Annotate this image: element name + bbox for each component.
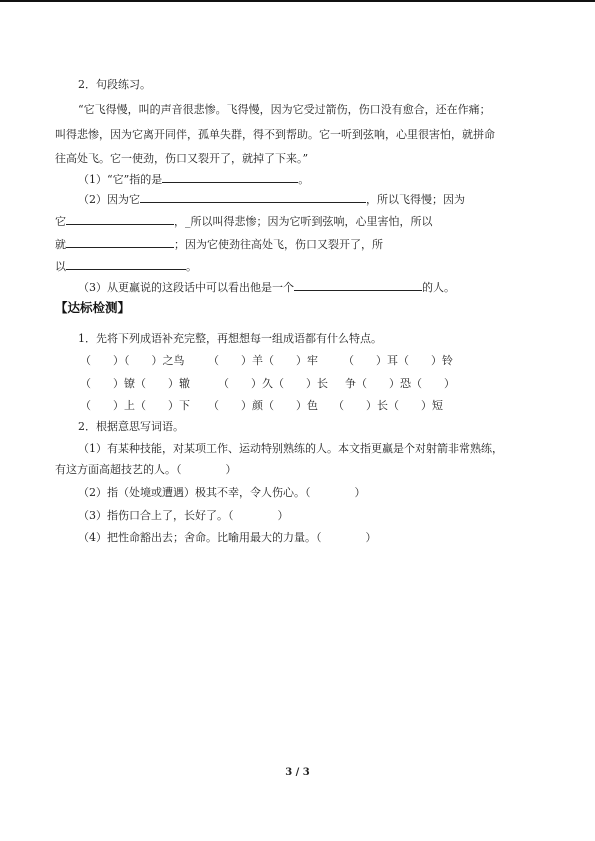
passage-line-2: 叫得悲惨，因为它离开同伴，孤单失群，得不到帮助。它一听到弦响，心里很害怕，就拼命 (55, 128, 495, 141)
passage-line-1: “它飞得慢，叫的声音很悲惨。飞得慢，因为它受过箭伤，伤口没有愈合，还在作痛； (78, 103, 491, 116)
answer-blank[interactable] (294, 280, 422, 291)
answer-blank[interactable] (66, 237, 174, 248)
question-2-l3-prefix: 就 (55, 238, 66, 251)
section-title: 2．句段练习。 (78, 78, 151, 91)
definition-2: （2）指（处境或遭遇）极其不幸，令人伤心。（ ） (78, 486, 366, 499)
question-2-text: （2）因为它 (78, 193, 140, 206)
question-2-l4-prefix: 以 (55, 260, 66, 273)
question-1 (78, 172, 309, 187)
question-2-l4-end: 。 (186, 260, 197, 273)
page-number: 3 / 3 (285, 767, 310, 778)
idiom-2-2: （ ）久（ ）长 (218, 377, 328, 390)
question-1-text: （1）“它”指的是 (78, 173, 163, 186)
idiom-2-3: 争（ ）恐（ ） (345, 377, 455, 390)
question-3-end: 的人。 (422, 281, 455, 294)
question-2-l3-text: ；因为它使劲往高处飞，伤口又裂开了，所 (174, 238, 383, 251)
section-heading: 【达标检测】 (55, 300, 131, 315)
idiom-3-1: （ ）上（ ）下 (80, 399, 190, 412)
idiom-1-1: （ ）（ ）之鸟 (80, 354, 185, 367)
question-2-line-4 (55, 259, 197, 274)
question-2-l2-text: ，_所以叫得悲惨；因为它听到弦响，心里害怕，所以 (174, 215, 433, 228)
question-2-line-3 (55, 237, 383, 252)
idiom-1-3: （ ）耳（ ）铃 (343, 354, 453, 367)
question-2-line-2 (55, 214, 433, 229)
question-3-text: （3）从更羸说的这段话中可以看出他是一个 (78, 281, 294, 294)
idiom-3-3: （ ）长（ ）短 (333, 399, 443, 412)
definition-1: （1）有某种技能，对某项工作、运动特别熟练的人。本文指更羸是个对射箭非常熟练， (78, 442, 503, 455)
question-2-line-1 (78, 192, 465, 207)
idiom-2-1: （ ）镣（ ）辙 (80, 377, 190, 390)
question-1-end: 。 (298, 173, 310, 186)
answer-blank[interactable] (162, 172, 298, 183)
top-rule (0, 0, 595, 2)
answer-blank[interactable] (140, 192, 366, 203)
idiom-1-2: （ ）羊（ ）牢 (208, 354, 318, 367)
definition-4: （4）把性命豁出去；舍命。比喻用最大的力量。（ ） (78, 531, 377, 544)
exercise-2-title: 2．根据意思写词语。 (78, 420, 184, 433)
definition-3: （3）指伤口合上了，长好了。（ ） (78, 509, 289, 522)
question-3 (78, 280, 455, 295)
question-2-l2-prefix: 它 (55, 215, 66, 228)
question-2-mid: ，所以飞得慢；因为 (366, 193, 465, 206)
definition-1-cont: 有这方面高超技艺的人。（ ） (55, 463, 237, 476)
answer-blank[interactable] (66, 259, 186, 270)
answer-blank[interactable] (66, 214, 174, 225)
passage-line-3: 往高处飞。它一使劲，伤口又裂开了，就掉了下来。” (55, 152, 309, 165)
exercise-1-title: 1．先将下列成语补充完整，再想想每一组成语都有什么特点。 (78, 332, 382, 345)
idiom-3-2: （ ）颜（ ）色 (208, 399, 318, 412)
